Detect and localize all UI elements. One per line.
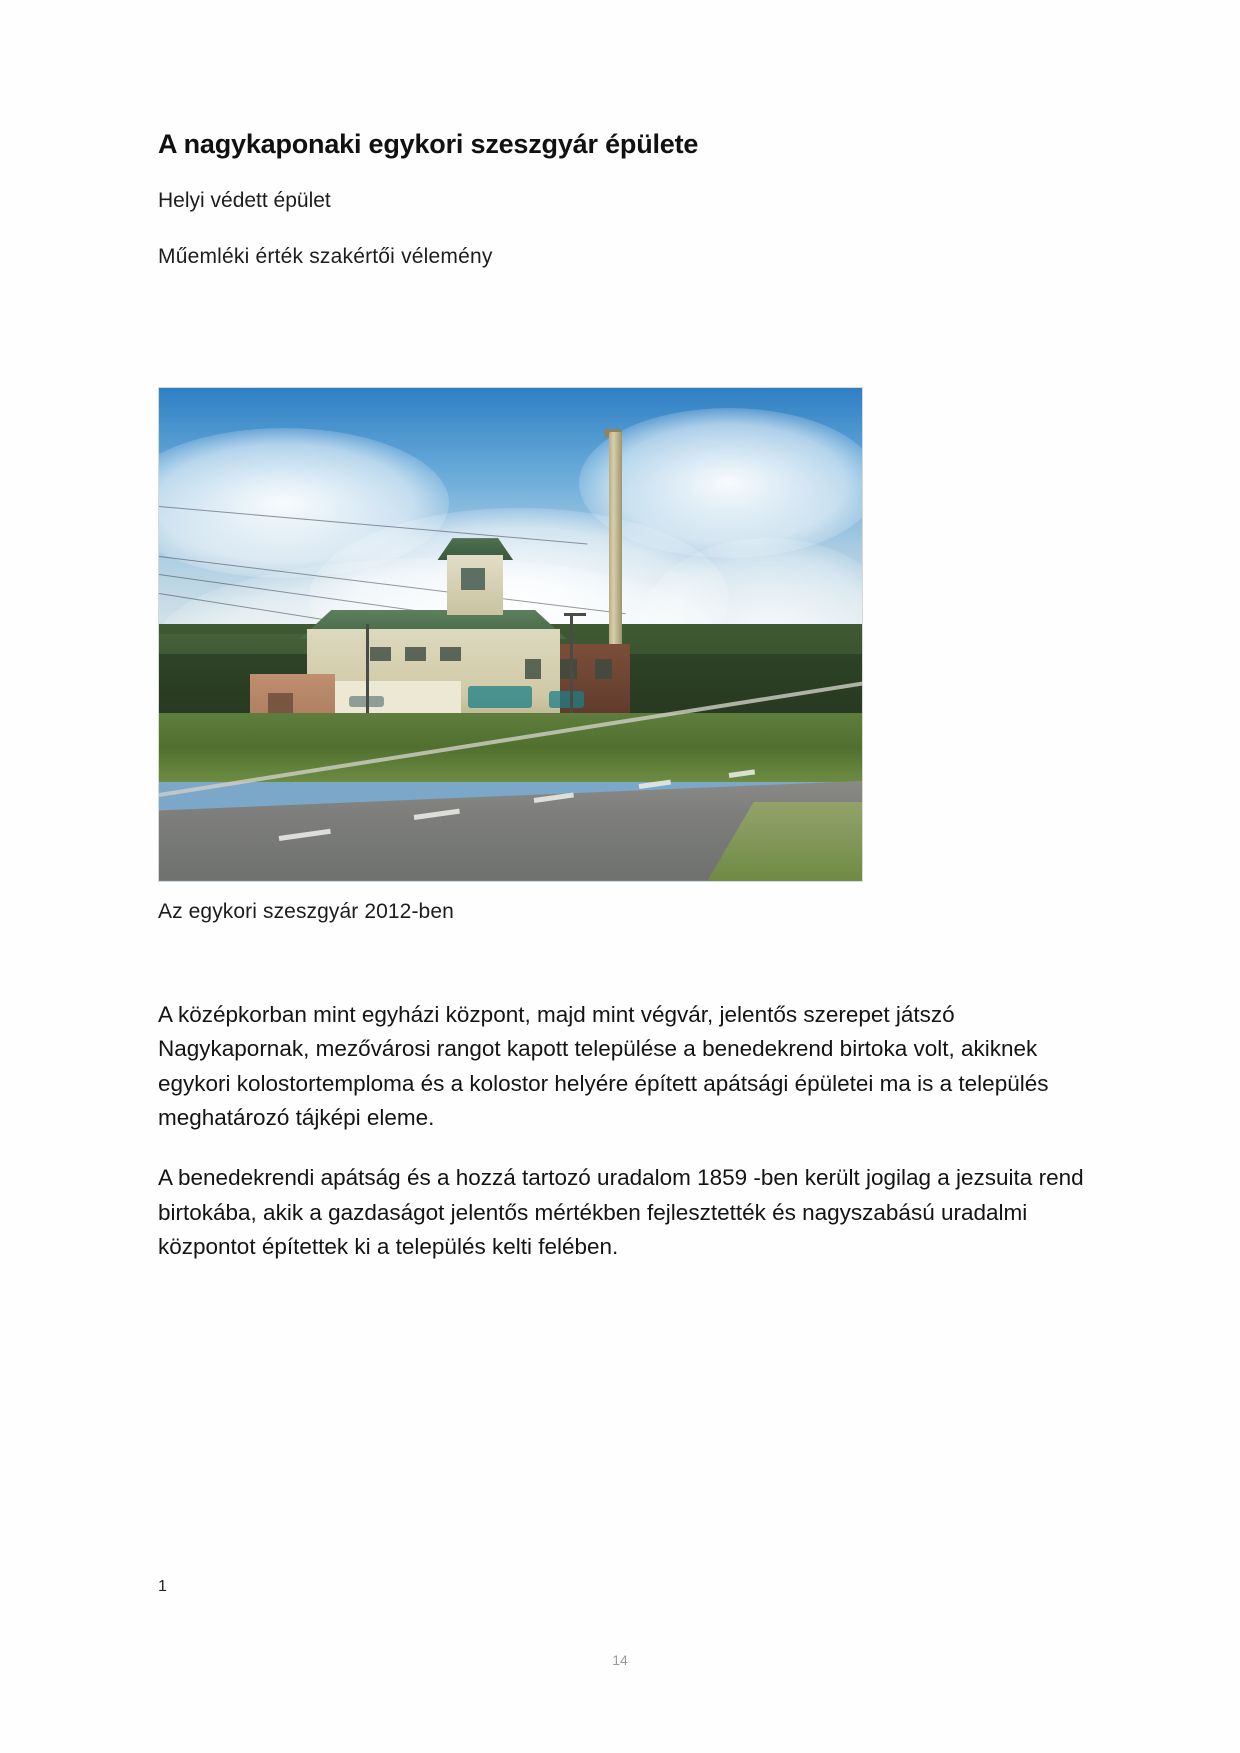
figure-caption: Az egykori szeszgyár 2012-ben (158, 899, 454, 923)
window (370, 647, 391, 662)
photo-former-distillery (158, 387, 863, 882)
page-number: 1 (158, 1578, 167, 1595)
page-content (158, 128, 1088, 1265)
window (440, 647, 461, 662)
footer-number: 14 (612, 1652, 628, 1668)
tower-window (461, 568, 485, 590)
window (405, 647, 426, 662)
graffiti-mark (468, 686, 531, 708)
window (525, 659, 542, 679)
grass-verge (159, 713, 862, 782)
subtitle-protected-building: Helyi védett épület (158, 189, 331, 213)
graffiti-mark (549, 691, 584, 708)
paragraph-2: A benedekrendi apátság és a hozzá tartozó uradalom 1859 -ben került jogilag a jezsuita rend birtokába, akik a gazdaságot jelentős mértékben fejlesztették és nagyszabású uradalmi központot építettek ki a település kelti felében. (158, 1165, 1084, 1260)
body-text (158, 998, 1088, 1265)
window (560, 659, 577, 679)
paragraph-1: A középkorban mint egyházi központ, majd mint végvár, jelentős szerepet játszó Nagykapornak, mezővárosi rangot kapott települése a benedekrend birtoka volt, akiknek egykori kolostortemploma és a kolostor helyére épített apátsági épületei ma is a település meghatározó tájképi eleme. (158, 1001, 1049, 1131)
page-title: A nagykaponaki egykori szeszgyár épülete (158, 129, 699, 159)
street-lamp-arm (564, 613, 586, 616)
window (595, 659, 612, 679)
subtitle-expert-opinion: Műemléki érték szakértői vélemény (158, 244, 493, 268)
figure-distillery (158, 387, 863, 924)
